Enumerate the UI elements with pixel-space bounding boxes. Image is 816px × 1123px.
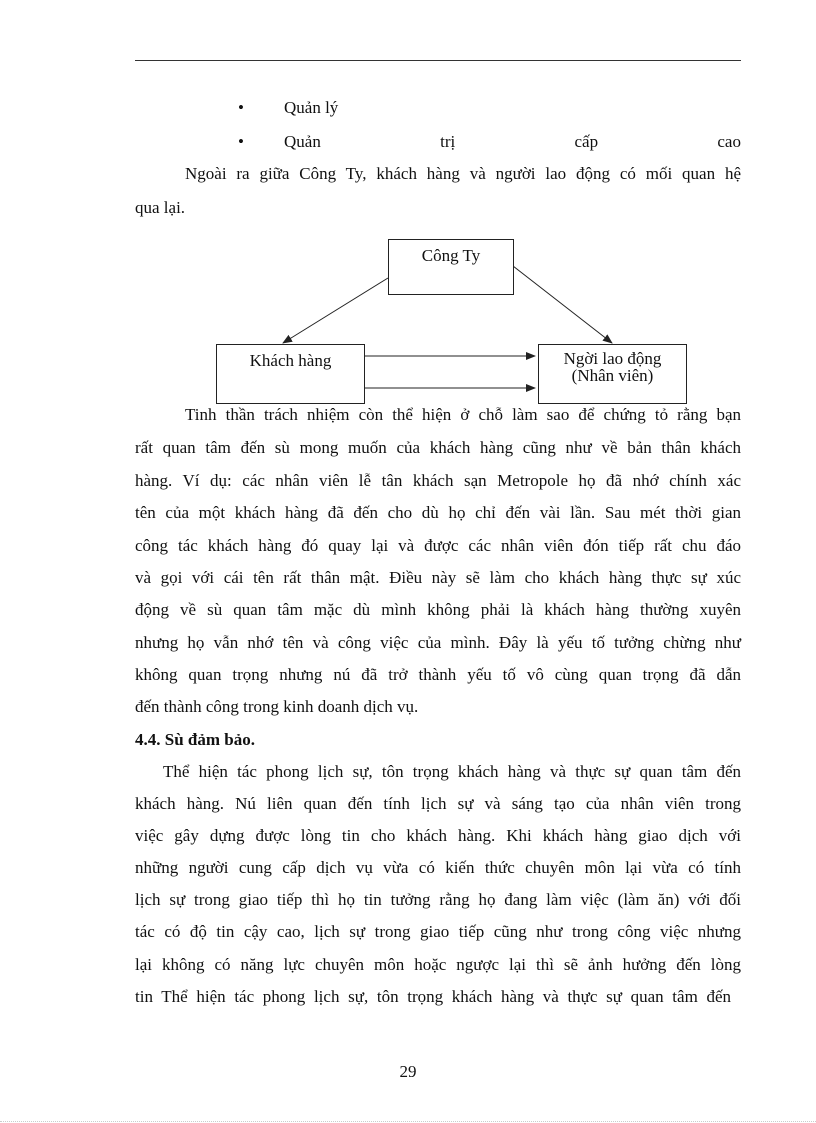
diagram-label-company: Công Ty (421, 246, 481, 265)
paragraph-line: lại không có năng lực chuyên môn hoặc ngược lại thì sẽ ảnh hưởng đến lòng (135, 955, 741, 974)
paragraph-line: không quan trọng nhưng nú đã trở thành yếu tố vô cùng quan trọng đã dẫn (135, 665, 741, 684)
diagram-box-worker (538, 344, 687, 404)
bullet-icon: • (238, 132, 244, 151)
paragraph-line: tên của một khách hàng đã đến cho dù họ chỉ đến vài lần. Sau mét thời gian (135, 503, 741, 522)
paragraph-line: lịch sự trong giao tiếp thì họ tin tưởng rằng họ đang làm việc (làm ăn) với đối (135, 890, 741, 909)
intro-line: Ngoài ra giữa Công Ty, khách hàng và người lao động có mối quan hệ (185, 164, 741, 183)
relationship-diagram-arrows (0, 0, 816, 420)
paragraph-line: những người cung cấp dịch vụ vừa có kiến thức chuyên môn lại vừa có tính (135, 858, 741, 877)
intro-line: qua lại. (135, 198, 186, 217)
diagram-label-worker: Ngời lao động (563, 349, 662, 368)
section-heading: 4.4. Sù đảm bảo. (135, 730, 255, 749)
paragraph-line: tác có độ tin cậy cao, lịch sự trong giao tiếp cũng như trong công việc nhưng (135, 922, 741, 941)
diagram-label-customer: Khách hàng (249, 351, 332, 370)
word: cao (717, 132, 741, 151)
paragraph-line: Thể hiện tác phong lịch sự, tôn trọng khách hàng và thực sự quan tâm đến (163, 762, 741, 781)
diagram-box-customer (216, 344, 365, 404)
page-bottom-border (0, 1121, 816, 1122)
paragraph-line: rất quan tâm đến sù mong muốn của khách hàng cũng như về bản thân khách (135, 438, 741, 457)
paragraph-line: Tinh thần trách nhiệm còn thể hiện ở chỗ làm sao để chứng tỏ rằng bạn (185, 405, 741, 424)
paragraph-line: nhưng họ vẫn nhớ tên và công việc của mình. Đây là yếu tố tưởng chừng như (135, 633, 741, 652)
word: Quản (284, 132, 321, 151)
paragraph-line: và gọi với cái tên rất thân mật. Điều này sẽ làm cho khách hàng thực sự xúc (135, 568, 741, 587)
diagram-label-worker-sub: (Nhân viên) (571, 366, 654, 385)
paragraph-line: tin Thể hiện tác phong lịch sự, tôn trọng khách hàng và thực sự quan tâm đến (135, 987, 731, 1006)
bullet-text: Quản lý (284, 98, 339, 117)
paragraph-line: việc gây dựng được lòng tin cho khách hàng. Khi khách hàng giao dịch với (135, 826, 741, 845)
paragraph-line: khách hàng. Nú liên quan đến tính lịch sự và sáng tạo của nhân viên trong (135, 794, 741, 813)
paragraph-line: động về sù quan tâm mặc dù mình không phải là khách hàng thường xuyên (135, 600, 741, 619)
arrow-company-to-customer (283, 278, 388, 343)
diagram-box-company (388, 239, 514, 295)
bullet-icon: • (238, 98, 244, 117)
word: trị (440, 132, 456, 151)
paragraph-line: đến thành công trong kinh doanh dịch vụ. (135, 697, 419, 716)
paragraph-line: công tác khách hàng đó quay lại và được các nhân viên đón tiếp rất chu đáo (135, 536, 741, 555)
arrow-company-to-worker (513, 266, 612, 343)
page-number: 29 (399, 1062, 417, 1081)
word: cấp (574, 132, 599, 151)
paragraph-line: hàng. Ví dụ: các nhân viên lễ tân khách sạn Metropole họ đã nhớ chính xác (135, 471, 741, 490)
